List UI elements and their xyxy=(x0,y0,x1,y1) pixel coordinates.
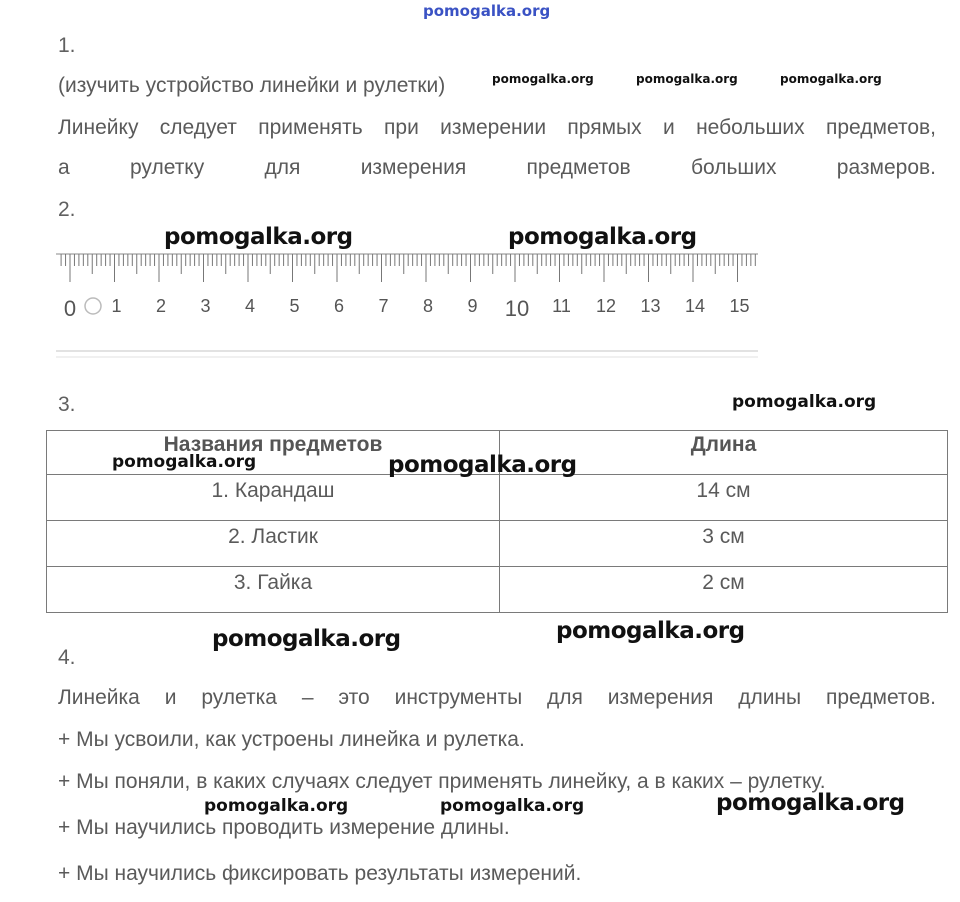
ruler-ticks xyxy=(61,254,755,282)
watermark: pomogalka.org xyxy=(556,618,745,644)
header-length: Длина xyxy=(500,431,948,475)
ruler-label: 4 xyxy=(244,296,256,316)
watermark: pomogalka.org xyxy=(388,452,577,478)
watermark: pomogalka.org xyxy=(780,72,882,86)
section-1-subtitle: (изучить устройство линейки и рулетки) xyxy=(58,74,446,97)
ruler-label: 12 xyxy=(595,296,617,316)
ruler-hole-icon xyxy=(85,298,101,314)
watermark-top: pomogalka.org xyxy=(423,2,551,20)
conclusion-item: + Мы усвоили, как устроены линейка и рулетка. xyxy=(58,728,525,751)
cell-item-name: 1. Карандаш xyxy=(47,475,500,521)
ruler-label: 7 xyxy=(378,296,389,316)
ruler-label: 0 xyxy=(63,296,77,321)
ruler-label: 6 xyxy=(333,296,345,316)
table-row xyxy=(47,567,948,613)
watermark: pomogalka.org xyxy=(212,626,401,652)
cell-item-name: 3. Гайка xyxy=(47,567,500,613)
ruler-label: 1 xyxy=(111,296,122,316)
ruler-label: 9 xyxy=(467,296,478,316)
conclusion-item: + Мы научились фиксировать результаты измерений. xyxy=(58,862,582,885)
ruler-label: 13 xyxy=(640,296,661,316)
section-1-line-2: а рулетку для измерения предметов больших размеров. xyxy=(58,156,936,179)
conclusion-item: + Мы научились проводить измерение длины. xyxy=(58,816,510,839)
watermark: pomogalka.org xyxy=(112,452,257,472)
watermark: pomogalka.org xyxy=(716,790,905,816)
cell-length: 2 см xyxy=(500,567,948,613)
section-4-line-1: Линейка и рулетка – это инструменты для измерения длины предметов. xyxy=(58,686,936,709)
table-row xyxy=(47,475,948,521)
ruler-label: 10 xyxy=(504,296,530,321)
watermark: pomogalka.org xyxy=(508,224,697,250)
watermark: pomogalka.org xyxy=(164,224,353,250)
ruler-label: 14 xyxy=(684,296,706,316)
ruler-label: 8 xyxy=(422,296,434,316)
ruler-label: 2 xyxy=(155,296,167,316)
watermark: pomogalka.org xyxy=(492,72,594,86)
cell-item-name: 2. Ластик xyxy=(47,521,500,567)
header-item-name: Названия предметов xyxy=(47,431,500,475)
ruler-label: 5 xyxy=(289,296,300,316)
watermark: pomogalka.org xyxy=(204,796,349,816)
section-1-number: 1. xyxy=(58,34,76,57)
cell-length: 3 см xyxy=(500,521,948,567)
watermark: pomogalka.org xyxy=(440,796,585,816)
ruler-label: 11 xyxy=(552,296,571,316)
table-row xyxy=(47,521,948,567)
section-4-number: 4. xyxy=(58,646,76,669)
section-1-line-1: Линейку следует применять при измерении прямых и небольших предметов, xyxy=(58,116,936,139)
cell-length: 14 см xyxy=(500,475,948,521)
ruler-illustration xyxy=(56,248,766,363)
ruler-labels xyxy=(64,296,750,321)
ruler-label: 15 xyxy=(729,296,750,316)
section-3-number: 3. xyxy=(58,393,76,416)
conclusion-item: + Мы поняли, в каких случаях следует применять линейку, а в каких – рулетку. xyxy=(58,770,826,793)
ruler-label: 3 xyxy=(200,296,211,316)
watermark: pomogalka.org xyxy=(636,72,738,86)
section-2-number: 2. xyxy=(58,198,76,221)
watermark: pomogalka.org xyxy=(732,392,877,412)
